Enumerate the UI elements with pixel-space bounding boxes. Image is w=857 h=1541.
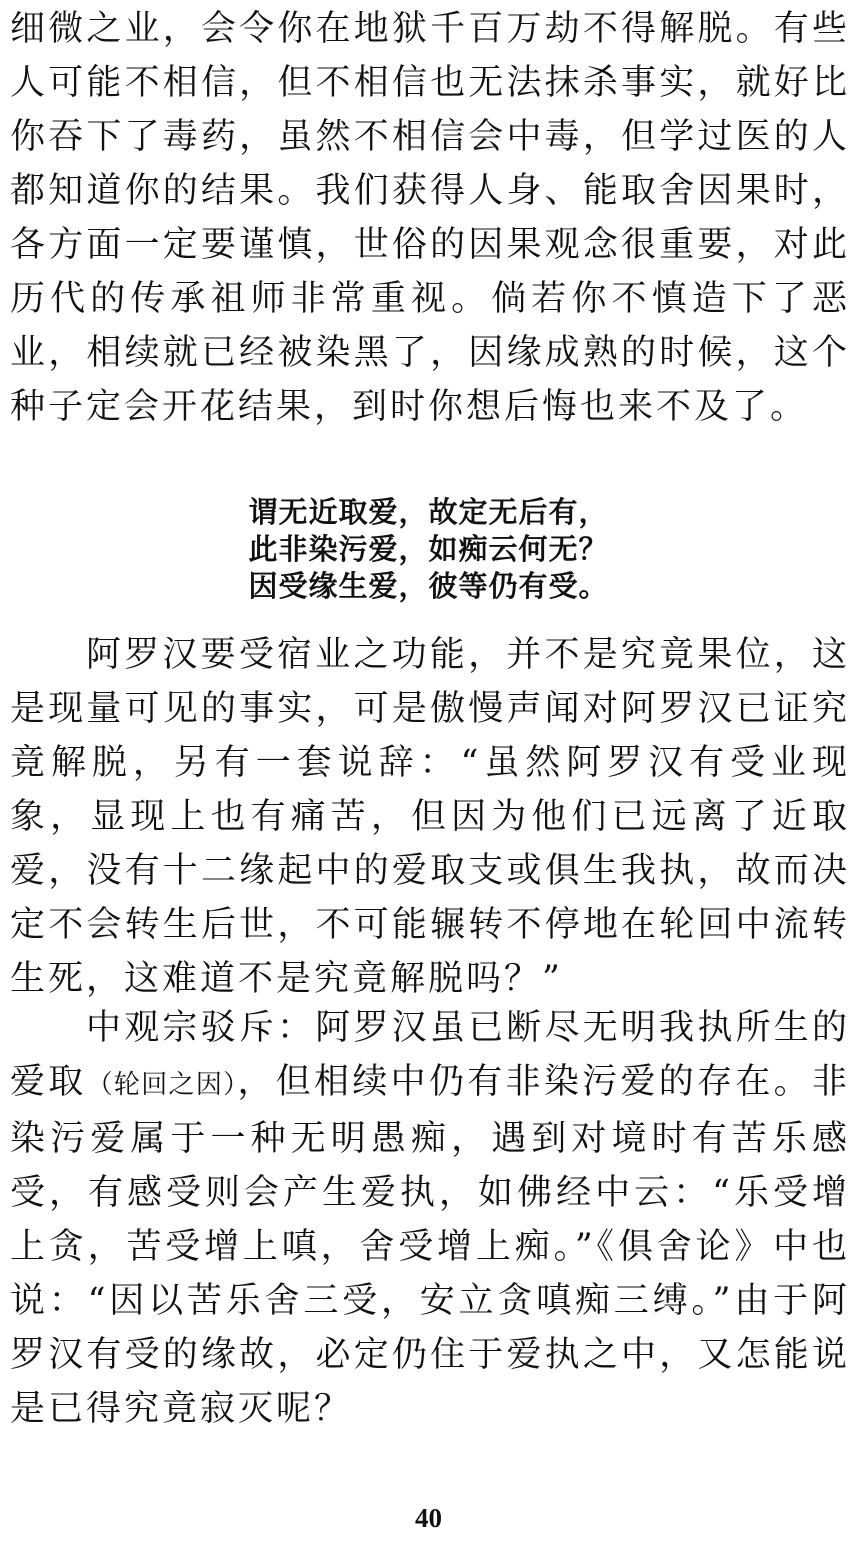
paragraph-arhat-claim: 阿罗汉要受宿业之功能，并不是究竟果位，这是现量可见的事实，可是傲慢声闻对阿罗汉已证究竟解脱，另有一套说辞：“虽然阿罗汉有受业现象，显现上也有痛苦，但因为他们已远离了近取爱，没有十二缘起中的爱取支或俱生我执，故而决定不会转生后世，不可能辗转不停地在轮回中流转生死，这难道不是究竟解脱吗？”	[10, 635, 850, 999]
verse-line-3: 因受缘生爱，彼等仍有受。	[248, 569, 609, 603]
paragraph-madhyamaka-refutation	[10, 1001, 850, 1436]
refutation-note: （轮回之因）	[86, 1070, 238, 1100]
refutation-text-part2: ，但相续中仍有非染污爱的存在。非染污爱属于一种无明愚痴，遇到对境时有苦乐感受，有感受则会产生爱执，如佛经中云：“乐受增上贪，苦受增上嗔，舍受增上痴。”《俱舍论》中也说：“因以苦乐舍三受，安立贪嗔痴三缚。”由于阿罗汉有受的缘故，必定仍住于爱执之中，又怎能说是已得究竟寂灭呢？	[10, 1062, 850, 1429]
refutation-text-part1: 中观宗驳斥：阿罗汉虽已断尽无明我执所生的爱取	[10, 1008, 850, 1102]
verse-line-2: 此非染污爱，如痴云何无？	[248, 532, 609, 566]
verse-block	[0, 494, 857, 605]
paragraph-karma-consequences: 细微之业，会令你在地狱千百万劫不得解脱。有些人可能不相信，但不相信也无法抹杀事实，就好比你吞下了毒药，虽然不相信会中毒，但学过医的人都知道你的结果。我们获得人身、能取舍因果时，各方面一定要谨慎，世俗的因果观念很重要，对此历代的传承祖师非常重视。倘若你不慎造下了恶业，相续就已经被染黑了，因缘成熟的时候，这个种子定会开花结果，到时你想后悔也来不及了。	[10, 9, 850, 427]
page-number: 40	[415, 1503, 442, 1533]
verse-line-1: 谓无近取爱，故定无后有，	[248, 495, 609, 529]
